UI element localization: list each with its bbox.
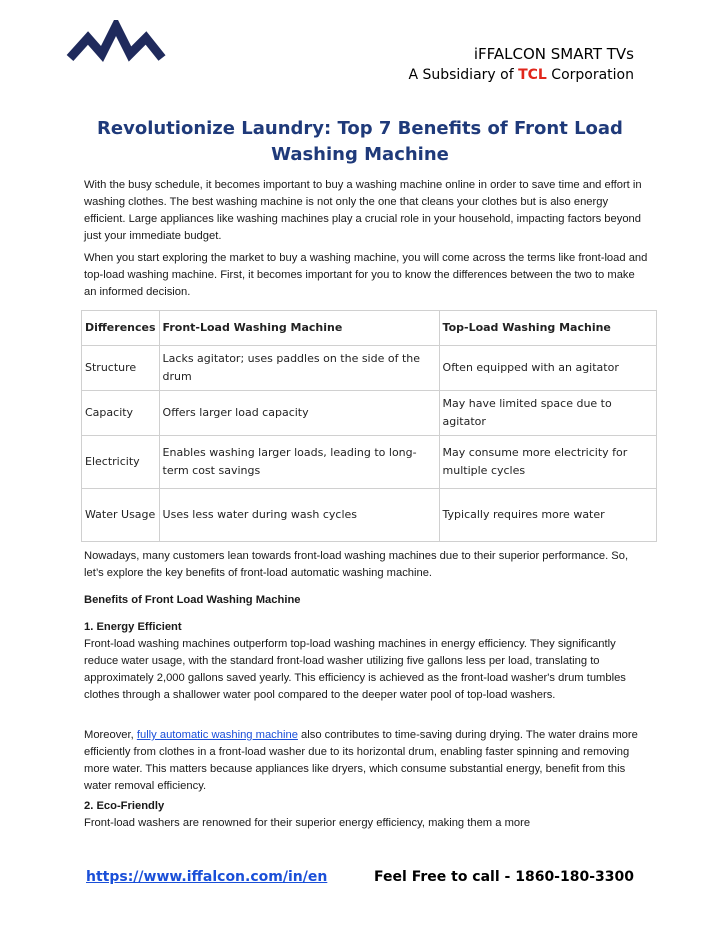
table-header: Top-Load Washing Machine <box>439 311 656 346</box>
brand-block <box>408 44 634 86</box>
table-cell: Capacity <box>82 391 160 436</box>
table-cell: Uses less water during wash cycles <box>159 489 439 542</box>
benefit-1-text: Front-load washing machines outperform top-load washing machines in energy efficiency. They significantly reduce water usage, with the standard front-load washer utilizing five gallons less per load, translating to approximately 2,000 gallons saved yearly. This efficiency is achieved as the front-load washer's drum tumbles clothes through a shallower water pool compared to the deeper water pool of top-load washers. <box>84 638 626 701</box>
footer-call-text: Feel Free to call - 1860-180-3300 <box>374 869 634 885</box>
benefit-1-heading: 1. Energy Efficient <box>84 621 182 633</box>
benefit-1-para2-suffix: also contributes to time-saving during drying. The water drains more efficiently from clothes in a front-load washer due to its horizontal drum, enabling faster spinning and removing more water. This matters because appliances like dryers, which consume substantial energy, benefit from this water removal efficiency. <box>84 729 638 792</box>
benefit-1-paragraph-2 <box>84 727 649 795</box>
benefit-2-heading: 2. Eco-Friendly <box>84 800 165 812</box>
tcl-highlight: TCL <box>518 67 547 83</box>
table-cell: Electricity <box>82 436 160 489</box>
benefit-1-para2-prefix: Moreover, <box>84 729 137 741</box>
table-header: Differences <box>82 311 160 346</box>
comparison-table <box>81 310 657 542</box>
table-row <box>82 436 657 489</box>
table-cell: Water Usage <box>82 489 160 542</box>
page-title: Revolutionize Laundry: Top 7 Benefits of Front Load Washing Machine <box>97 118 623 165</box>
fully-automatic-washing-machine-link[interactable]: fully automatic washing machine <box>136 729 298 741</box>
table-header: Front-Load Washing Machine <box>159 311 439 346</box>
intro-paragraph-2: When you start exploring the market to buy a washing machine, you will come across the terms like front-load and top-load washing machine. First, it becomes important for you to know the differences between the two to make an informed decision. <box>84 252 648 298</box>
table-header-row <box>82 311 657 346</box>
benefits-heading: Benefits of Front Load Washing Machine <box>84 594 301 606</box>
table-cell: Typically requires more water <box>439 489 656 542</box>
table-row <box>82 346 657 391</box>
table-row <box>82 489 657 542</box>
brand-subtitle <box>408 64 634 86</box>
iffalcon-logo <box>66 20 166 62</box>
table-cell: May consume more electricity for multiple cycles <box>439 436 656 489</box>
table-row <box>82 391 657 436</box>
brand-title: iFFALCON SMART TVs <box>473 45 634 63</box>
table-cell: Structure <box>82 346 160 391</box>
table-cell: Enables washing larger loads, leading to long-term cost savings <box>159 436 439 489</box>
table-cell: Lacks agitator; uses paddles on the side of the drum <box>159 346 439 391</box>
table-cell: May have limited space due to agitator <box>439 391 656 436</box>
footer-website-link[interactable]: https://www.iffalcon.com/in/en <box>86 869 328 885</box>
brand-subtitle-suffix: Corporation <box>546 67 634 83</box>
brand-subtitle-prefix: A Subsidiary of <box>408 67 519 83</box>
paragraph-after-table: Nowadays, many customers lean towards front-load washing machines due to their superior performance. So, let’s explore the key benefits of front-load automatic washing machine. <box>84 550 629 579</box>
benefit-2-text: Front-load washers are renowned for their superior energy efficiency, making them a more <box>84 817 531 829</box>
table-cell: Offers larger load capacity <box>159 391 439 436</box>
intro-paragraph-1: With the busy schedule, it becomes important to buy a washing machine online in order to save time and effort in washing clothes. The best washing machine is not only the one that cleans your clothes but is also energy efficient. Large appliances like washing machines play a crucial role in your household, impacting factors beyond just your immediate budget. <box>84 179 642 242</box>
table-cell: Often equipped with an agitator <box>439 346 656 391</box>
